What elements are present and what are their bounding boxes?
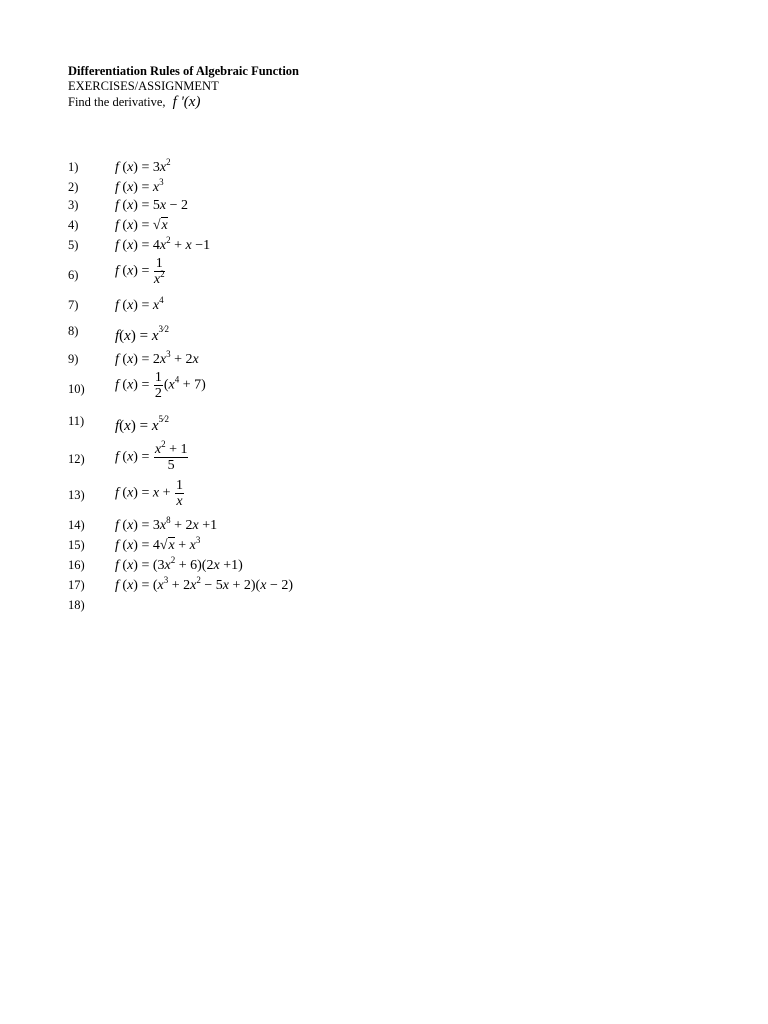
problem-expression: f $(x) = (x^3 + 2x^2 - 5x + 2)(x - 2)$ — [115, 575, 293, 593]
problem-expression: $f(x) = x^{5⁄2}$ — [115, 414, 169, 434]
problem-number: 17) — [68, 578, 85, 592]
problem-expression: f (x) = $\frac{1}{2}$ $(x^4 + 7)$ — [115, 370, 206, 401]
problem-expression: f (x) = √x — [115, 218, 168, 233]
worksheet-subtitle: EXERCISES/ASSIGNMENT — [68, 79, 219, 93]
problem-expression: $f(x) = x^{3⁄2}$ — [115, 324, 169, 344]
problem-number: 7) — [68, 298, 79, 312]
derivative-symbol: f '(x) — [172, 94, 201, 110]
problem-expression: f (x) = 5x − 2 — [115, 198, 188, 213]
problem-number: 18) — [68, 598, 85, 612]
problem-number: 12) — [68, 452, 85, 466]
problem-number: 1) — [68, 160, 79, 174]
problem-number: 15) — [68, 538, 85, 552]
problem-number: 9) — [68, 352, 79, 366]
problem-expression: f $(x) = (3x^2 + 6)(2x +1)$ — [115, 555, 243, 573]
problem-expression: f $(x) = 3x^2$ — [115, 157, 171, 175]
problem-expression: f $(x) = 2x^3 + 2x$ — [115, 349, 199, 367]
problem-expression: f (x) = $\frac{1}{x^2}$ — [115, 256, 165, 287]
problem-number: 4) — [68, 218, 79, 232]
problem-number: 2) — [68, 180, 79, 194]
problem-expression: f $(x) = 4x^2 + x -1$ — [115, 235, 211, 253]
worksheet-title: Differentiation Rules of Algebraic Function — [68, 64, 299, 78]
problem-expression: f $(x) = 4√x + x^3$ — [115, 535, 201, 553]
problem-expression: f (x) = $\frac{x^2 + 1}{5}$ — [115, 439, 188, 473]
instruction-text: Find the derivative, — [68, 95, 166, 109]
problem-expression: f $(x) = x^4$ — [115, 295, 164, 313]
problem-number: 5) — [68, 238, 79, 252]
problem-number: 13) — [68, 488, 85, 502]
problem-number: 14) — [68, 518, 85, 532]
problem-expression: f (x) = x + $\frac{1}{x}$ — [115, 478, 183, 509]
problem-number: 16) — [68, 558, 85, 572]
problem-number: 3) — [68, 198, 79, 212]
problem-number: 11) — [68, 414, 85, 428]
instruction-line — [68, 95, 200, 109]
problem-expression: f $(x) = x^3$ — [115, 177, 164, 195]
problem-number: 10) — [68, 382, 85, 396]
problem-number: 8) — [68, 324, 79, 338]
problem-expression: f $(x) = 3x^8 + 2x +1$ — [115, 515, 218, 533]
problem-number: 6) — [68, 268, 79, 282]
